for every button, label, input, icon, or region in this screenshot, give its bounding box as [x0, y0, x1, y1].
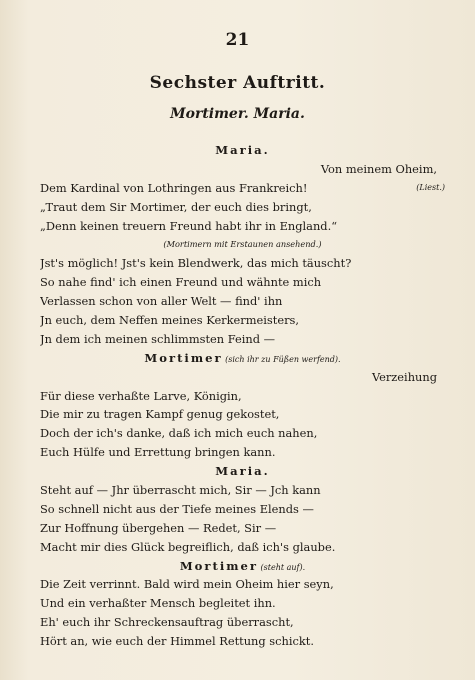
- verse-text: „Denn keinen treuern Freund habt ihr in England.“: [40, 218, 338, 233]
- speaker-label: Maria.: [215, 143, 270, 157]
- stage-direction: (Mortimern mit Erstaunen ansehend.): [163, 239, 322, 250]
- verse-line: [40, 613, 445, 632]
- verse-line: [40, 538, 445, 557]
- verse-text: Jn euch, dem Neffen meines Kerkermeisters,: [40, 313, 299, 328]
- stage-direction-aside: (Liest.): [416, 182, 445, 192]
- verse-line: [40, 179, 445, 198]
- verse-text: Steht auf — Jhr überrascht mich, Sir — Jch kann: [40, 483, 321, 498]
- verse-text: Für diese verhaßte Larve, Königin,: [40, 388, 242, 403]
- verse-line: [40, 254, 445, 273]
- character-list: Mortimer. Maria.: [170, 106, 305, 122]
- verse-text: Verlassen schon von aller Welt — find' ihn: [40, 294, 283, 309]
- verse-line: [40, 330, 445, 349]
- verse-line-continuation: Von meinem Oheim,: [320, 161, 437, 176]
- stage-direction: (sich ihr zu Füßen werfend).: [222, 354, 341, 364]
- verse-text: Jst's möglich! Jst's kein Blendwerk, das mich täuscht?: [40, 256, 352, 271]
- verse-text: Die Zeit verrinnt. Bald wird mein Oheim hier seyn,: [40, 577, 334, 592]
- page-number: 21: [225, 30, 250, 50]
- verse-line: [40, 481, 445, 500]
- verse-line: [40, 575, 445, 594]
- verse-line: [40, 405, 445, 424]
- verse-line: [40, 594, 445, 613]
- verse-text: Dem Kardinal von Lothringen aus Frankreich!: [40, 180, 308, 195]
- verse-line: [40, 519, 445, 538]
- verse-text: Euch Hülfe und Errettung bringen kann.: [40, 445, 276, 460]
- verse-line: [40, 217, 445, 236]
- verse-text: Eh' euch ihr Schreckensauftrag überrascht,: [40, 615, 294, 630]
- verse-line: [40, 632, 445, 651]
- verse-text: Und ein verhaßter Mensch begleitet ihn.: [40, 596, 276, 611]
- verse-text: Hört an, wie euch der Himmel Rettung schickt.: [40, 634, 314, 649]
- speaker-label: Mortimer: [179, 558, 258, 573]
- speaker-label: Maria.: [215, 464, 270, 479]
- verse-text: Die mir zu tragen Kampf genug gekostet,: [40, 407, 280, 422]
- verse-text: Doch der ich's danke, daß ich mich euch nahen,: [40, 426, 318, 441]
- verse-text: „Traut dem Sir Mortimer, der euch dies bringt,: [40, 199, 312, 214]
- speaker-name: [40, 349, 445, 368]
- verse-line: [40, 500, 445, 519]
- verse-line: [40, 198, 445, 217]
- verse-line-continuation: Verzeihung: [371, 369, 437, 384]
- verse-line: [40, 273, 445, 292]
- speaker-label: Mortimer: [144, 350, 223, 365]
- verse-line: [40, 424, 445, 443]
- speaker-name: [40, 557, 445, 576]
- verse-line: [40, 292, 445, 311]
- speaker-name: [40, 141, 445, 160]
- verse-line: [40, 387, 445, 406]
- verse-line: [40, 443, 445, 462]
- speaker-name: [40, 462, 445, 481]
- verse-text: So nahe find' ich einen Freund und wähnte mich: [40, 275, 322, 290]
- scene-heading: Sechster Auftritt.: [149, 73, 326, 93]
- play-text: [40, 141, 445, 651]
- stage-direction: (steht auf).: [258, 562, 306, 572]
- verse-text: Jn dem ich meinen schlimmsten Feind —: [40, 331, 276, 346]
- verse-text: Zur Hoffnung übergehen — Redet, Sir —: [40, 520, 277, 535]
- verse-line: [40, 311, 445, 330]
- verse-text: Macht mir dies Glück begreiflich, daß ich's glaube.: [40, 539, 336, 554]
- verse-text: So schnell nicht aus der Tiefe meines Elends —: [40, 501, 314, 516]
